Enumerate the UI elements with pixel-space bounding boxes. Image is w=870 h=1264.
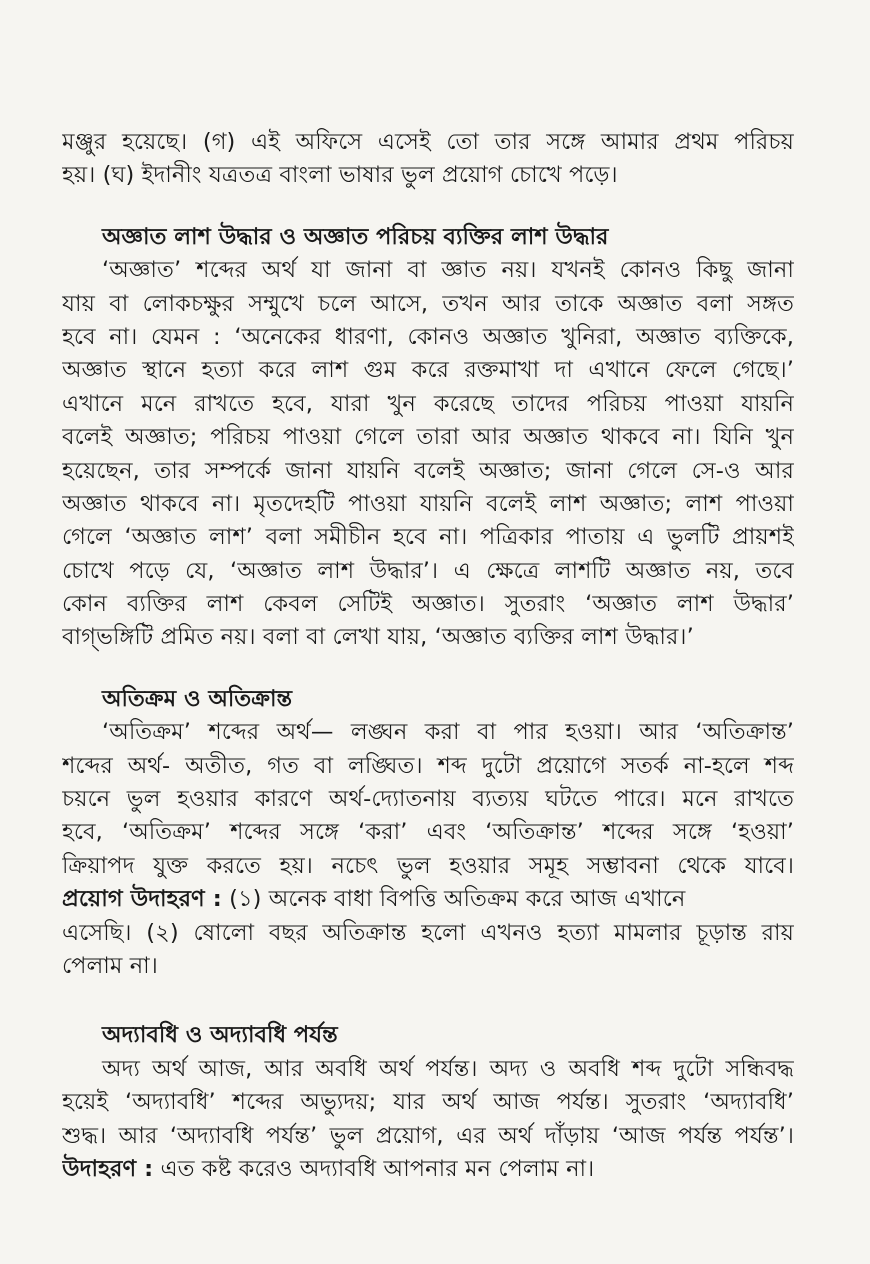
section-heading: অজ্ঞাত লাশ উদ্ধার ও অজ্ঞাত পরিচয় ব্যক্তির লাশ উদ্ধার: [102, 223, 609, 250]
section-adyabodhi: [62, 1019, 794, 1186]
text-line: হয়েছেন, তার সম্পর্কে জানা যায়নি বলেই অজ্ঞাত; জানা গেলে সে-ও আর: [62, 457, 794, 484]
text-line: কোন ব্যক্তির লাশ কেবল সেটিই অজ্ঞাত। সুতরাং ‘অজ্ঞাত লাশ উদ্ধার’: [62, 591, 794, 618]
text-line: শুদ্ধ। আর ‘অদ্যাবধি পর্যন্ত’ ভুল প্রয়োগ, এর অর্থ দাঁড়ায় ‘আজ পর্যন্ত পর্যন্ত’।: [62, 1122, 794, 1149]
text-line: এখানে মনে রাখতে হবে, যারা খুন করেছে তাদের পরিচয় পাওয়া যায়নি: [62, 390, 794, 417]
text-line: গেলে ‘অজ্ঞাত লাশ’ বলা সমীচীন হবে না। পত্রিকার পাতায় এ ভুলটি প্রায়শই: [62, 524, 794, 551]
section-heading: অতিক্রম ও অতিক্রান্ত: [102, 685, 292, 712]
example-text: এত কষ্ট করেও অদ্যাবধি আপনার মন পেলাম না।: [153, 1155, 595, 1182]
example-line: [62, 1153, 794, 1186]
text-line: পেলাম না।: [62, 952, 158, 979]
intro-paragraph: [62, 126, 794, 193]
text-line: এসেছি। (২) ষোলো বছর অতিক্রান্ত হলো এখনও হত্যা মামলার চূড়ান্ত রায়: [62, 919, 794, 946]
text-line: অজ্ঞাত থাকবে না। মৃতদেহটি পাওয়া যায়নি বলেই লাশ অজ্ঞাত; লাশ পাওয়া: [62, 490, 794, 517]
text-line: হবে না। যেমন : ‘অনেকের ধারণা, কোনও অজ্ঞাত খুনিরা, অজ্ঞাত ব্যক্তিকে,: [62, 323, 794, 350]
section-unknown-body: [62, 221, 794, 655]
section-atikram: [62, 683, 794, 984]
text-line: চয়নে ভুল হওয়ার কারণে অর্থ-দ্যোতনায় ব্যত্যয় ঘটতে পারে। মনে রাখতে: [62, 786, 794, 813]
text-line: যায় বা লোকচক্ষুর সম্মুখে চলে আসে, তখন আর তাকে অজ্ঞাত বলা সঙ্গত: [62, 290, 794, 317]
text-line: বলেই অজ্ঞাত; পরিচয় পাওয়া গেলে তারা আর অজ্ঞাত থাকবে না। যিনি খুন: [62, 424, 794, 451]
example-label: প্রয়োগ উদাহরণ :: [62, 886, 222, 913]
text-line: অদ্য অর্থ আজ, আর অবধি অর্থ পর্যন্ত। অদ্য ও অবধি শব্দ দুটো সন্ধিবদ্ধ: [102, 1055, 794, 1082]
text-line: শব্দের অর্থ- অতীত, গত বা লঙ্ঘিত। শব্দ দুটো প্রয়োগে সতর্ক না-হলে শব্দ: [62, 752, 794, 779]
text-line: হয়েই ‘অদ্যাবধি’ শব্দের অভ্যুদয়; যার অর্থ আজ পর্যন্ত। সুতরাং ‘অদ্যাবধি’: [62, 1089, 794, 1116]
text-line: ক্রিয়াপদ যুক্ত করতে হয়। নচেৎ ভুল হওয়ার সমূহ সম্ভাবনা থেকে যাবে।: [62, 852, 794, 879]
text-line: অজ্ঞাত স্থানে হত্যা করে লাশ গুম করে রক্তমাখা দা এখানে ফেলে গেছে।’: [62, 357, 794, 384]
text-line: বাগ্‌ভঙ্গিটি প্রমিত নয়। বলা বা লেখা যায়, ‘অজ্ঞাত ব্যক্তির লাশ উদ্ধার।’: [62, 624, 694, 651]
section-heading: অদ্যাবধি ও অদ্যাবধি পর্যন্ত: [102, 1022, 338, 1049]
text-line: চোখে পড়ে যে, ‘অজ্ঞাত লাশ উদ্ধার’। এ ক্ষেত্রে লাশটি অজ্ঞাত নয়, তবে: [62, 557, 794, 584]
text-line: হয়। (ঘ) ইদানীং যত্রতত্র বাংলা ভাষার ভুল প্রয়োগ চোখে পড়ে।: [62, 162, 618, 189]
example-label: উদাহরণ :: [62, 1155, 154, 1182]
text-line: ‘অতিক্রম’ শব্দের অর্থ— লঙ্ঘন করা বা পার হওয়া। আর ‘অতিক্রান্ত’: [102, 719, 794, 746]
example-text: (১) অনেক বাধা বিপত্তি অতিক্রম করে আজ এখানে: [221, 886, 686, 913]
example-line: [62, 883, 794, 916]
text-line: ‘অজ্ঞাত’ শব্দের অর্থ যা জানা বা জ্ঞাত নয়। যখনই কোনও কিছু জানা: [102, 257, 794, 284]
text-line: মঞ্জুর হয়েছে। (গ) এই অফিসে এসেই তো তার সঙ্গে আমার প্রথম পরিচয়: [62, 129, 794, 155]
page-content: [62, 126, 794, 1186]
text-line: হবে, ‘অতিক্রম’ শব্দের সঙ্গে ‘করা’ এবং ‘অতিক্রান্ত’ শব্দের সঙ্গে ‘হওয়া’: [62, 819, 794, 846]
